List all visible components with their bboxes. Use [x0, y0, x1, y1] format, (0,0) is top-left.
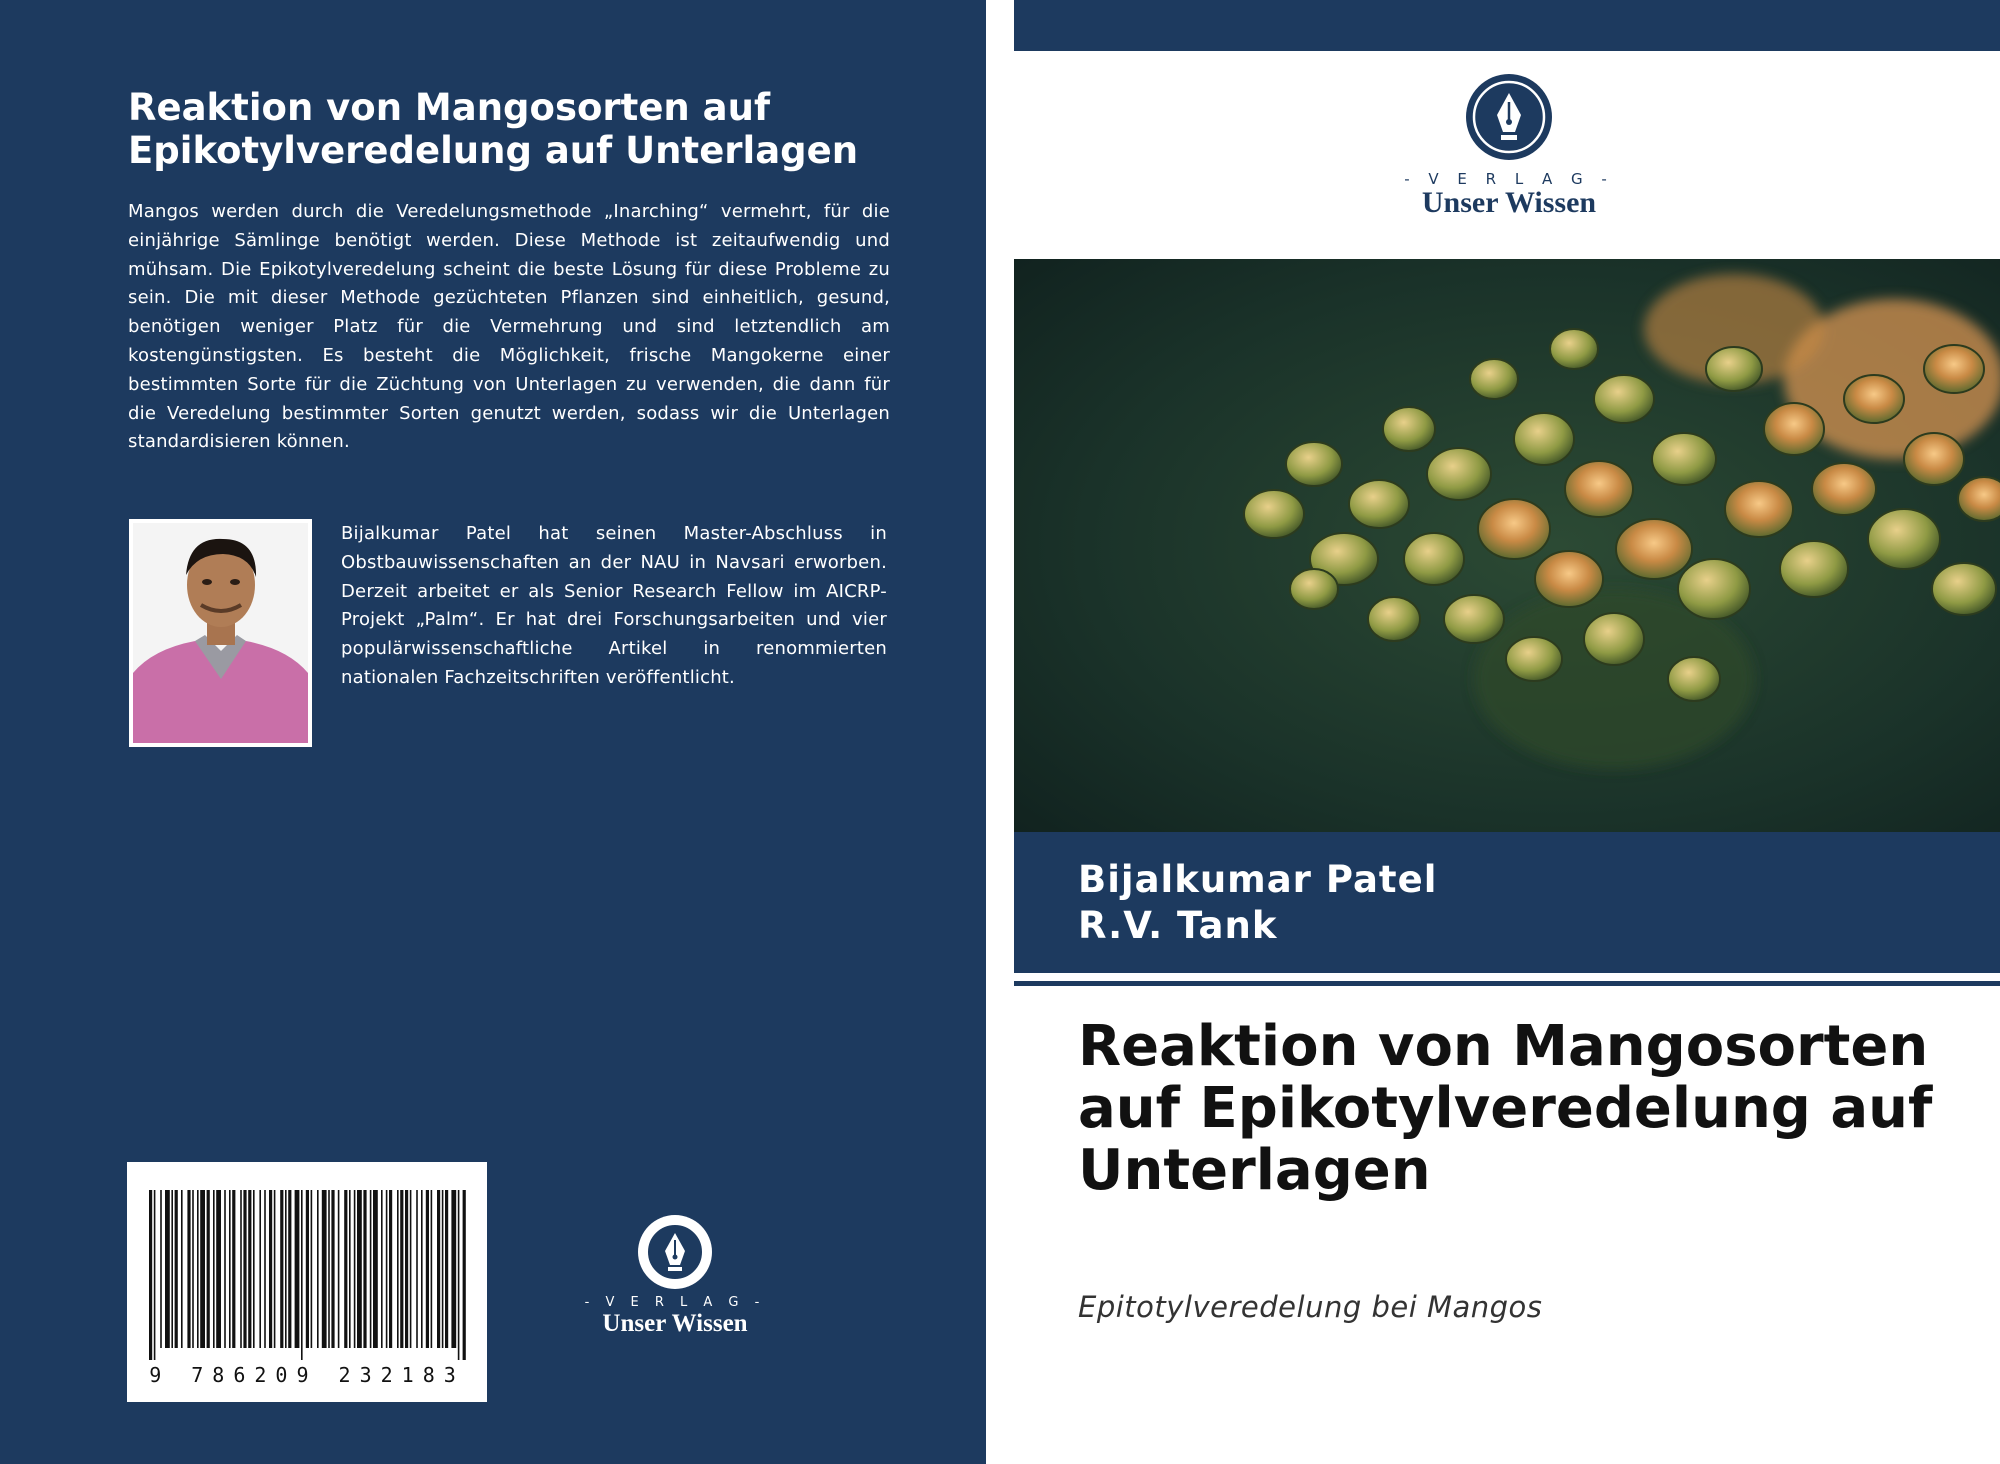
barcode-bar — [431, 1190, 433, 1348]
barcode-bar — [165, 1190, 170, 1348]
barcode-bar — [149, 1190, 152, 1360]
barcode-bar — [243, 1190, 246, 1348]
barcode-bar — [213, 1190, 215, 1348]
barcode-bar — [288, 1190, 291, 1348]
barcode-bar — [426, 1190, 429, 1348]
barcode-bar — [232, 1190, 235, 1348]
flower-bud — [1652, 433, 1716, 485]
flower-bud — [1668, 657, 1720, 701]
barcode-bar — [373, 1190, 378, 1348]
barcode-bar — [207, 1190, 210, 1348]
flower-bud — [1550, 329, 1598, 369]
back-publisher-logo — [560, 1210, 790, 1350]
barcode-bar — [405, 1190, 408, 1348]
barcode-bar — [154, 1190, 156, 1360]
barcode-bar — [370, 1190, 372, 1348]
barcode-bar — [192, 1190, 194, 1348]
barcode-image — [127, 1162, 487, 1362]
barcode-bar — [171, 1190, 173, 1348]
front-cover-subtitle: Epitotylveredelung bei Mangos — [1078, 1290, 1543, 1324]
back-verlag-label: - V E R L A G - — [584, 1295, 766, 1310]
isbn-barcode — [127, 1162, 487, 1402]
author-name-1: Bijalkumar Patel — [1078, 858, 1438, 901]
back-cover-title: Reaktion von Mangosorten auf Epikotylveredelung auf Unterlagen — [128, 86, 859, 172]
front-publisher-logo — [1374, 72, 1644, 222]
barcode-bar — [437, 1190, 440, 1348]
barcode-bar — [306, 1190, 309, 1348]
barcode-bar — [200, 1190, 205, 1348]
barcode-bar — [344, 1190, 347, 1348]
barcode-bar — [363, 1190, 366, 1348]
barcode-bar — [445, 1190, 448, 1348]
back-cover-blurb: Mangos werden durch die Veredelungsmethode „Inarching“ vermehrt, für die einjährige Sämlinge benötigt werden. Diese Methode ist zeitaufwendig und mühsam. Die Epikotylveredelung scheint die beste Lösung für diese Probleme zu sein. Die mit dieser Methode gezüchteten Pflanzen sind einheitlich, gesund, benötigen weniger Platz für die Vermehrung und sind letztendlich am kostengünstigsten. Es besteht die Möglichkeit, frische Mangokerne einer bestimmten Sorte für die Züchtung von Unterlagen zu verwenden, die dann für die Veredelung bestimmter Sorten genutzt werden, sodass wir die Unterlagen standardisieren können. — [128, 201, 890, 453]
author-name-2: R.V. Tank — [1078, 904, 1278, 947]
barcode-bar — [451, 1190, 456, 1348]
flower-bud — [1478, 499, 1550, 559]
barcode-bar — [274, 1190, 276, 1348]
barcode-bar — [240, 1190, 242, 1348]
flower-bud — [1678, 559, 1750, 619]
barcode-bar — [410, 1190, 412, 1348]
flower-bud — [1565, 461, 1633, 517]
barcode-bar — [389, 1190, 392, 1348]
flower-bud — [1584, 613, 1644, 665]
flower-bud — [1368, 597, 1420, 641]
flower-bud — [1844, 375, 1904, 423]
barcode-bar — [328, 1190, 330, 1348]
barcode-bar — [285, 1190, 287, 1348]
barcode-bar — [280, 1190, 283, 1348]
barcode-bar — [216, 1190, 221, 1348]
flower-bud — [1286, 442, 1342, 486]
barcode-bar — [259, 1190, 261, 1348]
mango-blossom-photo — [1014, 259, 2000, 832]
flower-bud — [1932, 563, 1996, 615]
flower-bud — [1535, 551, 1603, 607]
back-cover — [0, 0, 986, 1464]
barcode-bar — [458, 1190, 460, 1360]
barcode-bar — [269, 1190, 272, 1348]
barcode-bar — [301, 1190, 303, 1360]
flower-bud — [1764, 403, 1824, 455]
flower-bud — [1958, 477, 2000, 521]
author-photo — [129, 519, 312, 747]
barcode-bar — [338, 1190, 340, 1348]
flower-bud — [1244, 490, 1304, 538]
barcode-bar — [317, 1190, 319, 1348]
front-top-bar — [1014, 0, 2000, 51]
flower-bud — [1780, 541, 1848, 597]
barcode-bar — [253, 1190, 255, 1348]
flower-bud — [1290, 569, 1338, 609]
barcode-bar — [322, 1190, 327, 1348]
mango-blossom-image — [1014, 259, 2000, 832]
barcode-bar — [160, 1190, 162, 1348]
isbn-number: 9 786209 232183 — [149, 1363, 465, 1387]
front-cover-title: Reaktion von Mangosorten auf Epikotylveredelung auf Unterlagen — [1078, 1014, 1933, 1203]
barcode-bar — [187, 1190, 190, 1348]
front-divider-rule — [1014, 981, 2000, 986]
flower-bud — [1514, 413, 1574, 465]
barcode-bar — [421, 1190, 423, 1348]
flower-bud — [1470, 359, 1518, 399]
barcode-bar — [331, 1190, 334, 1348]
flower-bud — [1383, 407, 1435, 451]
barcode-bar — [349, 1190, 351, 1348]
flower-bud — [1868, 509, 1940, 569]
front-cover — [1014, 0, 2000, 1464]
barcode-bar — [181, 1190, 183, 1348]
flower-bud — [1725, 481, 1793, 537]
barcode-bar — [311, 1190, 313, 1348]
barcode-bar — [197, 1190, 199, 1348]
barcode-bar — [264, 1190, 266, 1348]
flower-bud — [1349, 480, 1409, 528]
flower-bud — [1506, 637, 1562, 681]
flower-bud — [1444, 595, 1504, 643]
barcode-bar — [416, 1190, 418, 1348]
back-publisher-name: Unser Wissen — [602, 1310, 748, 1337]
flower-bud — [1404, 533, 1464, 585]
flower-bud — [1924, 345, 1984, 393]
author-portrait-image — [133, 523, 308, 743]
flower-bud — [1904, 433, 1964, 485]
fountain-pen-nib-icon — [1464, 72, 1554, 162]
barcode-bar — [248, 1190, 251, 1348]
flower-bud — [1427, 448, 1491, 500]
author-bio: Bijalkumar Patel hat seinen Master-Abschluss in Obstbauwissenschaften an der NAU in Navsari erworben. Derzeit arbeitet er als Senior Research Fellow im AICRP-Projekt „Palm“. Er hat drei Forschungsarbeiten und vier populärwissenschaftliche Artikel in renommierten nationalen Fachzeitschriften veröffentlicht. — [341, 523, 887, 688]
barcode-bar — [175, 1190, 178, 1348]
barcode-bar — [386, 1190, 388, 1348]
barcode-bar — [229, 1190, 231, 1348]
front-verlag-label: - V E R L A G - — [1404, 170, 1614, 188]
barcode-bar — [354, 1190, 356, 1348]
barcode-bar — [442, 1190, 444, 1348]
barcode-bar — [224, 1190, 226, 1348]
flower-bud — [1616, 519, 1692, 579]
authors-band — [1014, 832, 2000, 973]
flower-bud — [1812, 463, 1876, 515]
barcode-bar — [381, 1190, 383, 1348]
flower-bud — [1706, 347, 1762, 391]
barcode-bar — [295, 1190, 300, 1348]
barcode-bar — [357, 1190, 362, 1348]
barcode-bar — [463, 1190, 466, 1360]
barcode-bar — [400, 1190, 403, 1348]
flower-bud — [1594, 375, 1654, 423]
barcode-bar — [397, 1190, 399, 1348]
front-publisher-name: Unser Wissen — [1421, 186, 1597, 219]
fountain-pen-nib-icon — [636, 1213, 714, 1291]
